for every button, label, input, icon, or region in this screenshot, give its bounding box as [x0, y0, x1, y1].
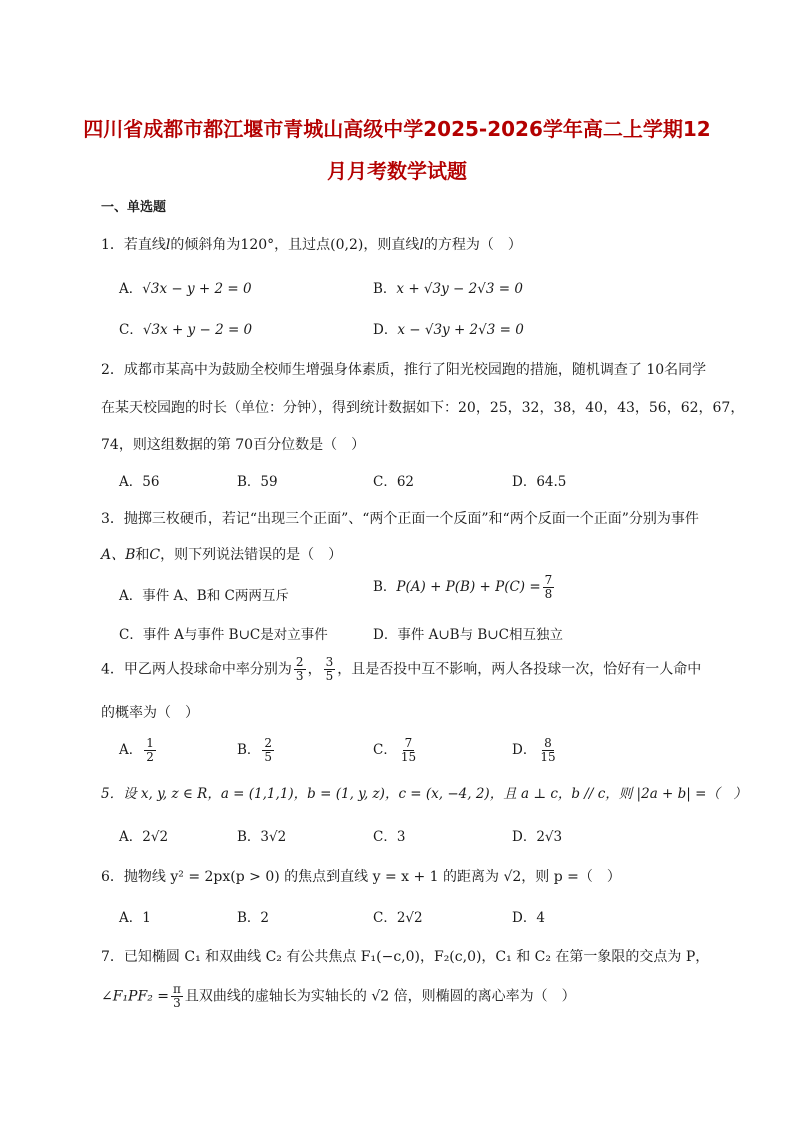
q1-point: (0,2) — [330, 237, 364, 253]
q1-stem-text: ，则直线 — [363, 237, 420, 253]
question-1-stem — [101, 234, 522, 254]
question-7-line2: ∠F₁PF₂ = $\frac{\pi}{3}$ 且双曲线的虚轴长为实轴长的 √2 倍，则椭圆的离心率为（ ） — [101, 982, 576, 1010]
q2-option-a: A．56 — [119, 474, 160, 490]
q3-option-a: A．事件 A、B和 C两两互斥 — [119, 588, 289, 604]
q1-option-c: C．√3x + y − 2 = 0 — [119, 322, 253, 338]
q4-option-d: D． $\frac{8}{15}$ — [512, 736, 556, 764]
q3-option-c: C．事件 A与事件 B∪C是对立事件 — [119, 627, 328, 643]
question-3-line2: A、B和C，则下列说法错误的是（ ） — [101, 547, 343, 563]
question-3-line1: 3．抛掷三枚硬币，若记“出现三个正面”、“两个正面一个反面”和“两个反面一个正面”分别为事件 — [101, 511, 699, 527]
q1-line-symbol: l — [419, 237, 424, 253]
question-2-line2: 在某天校园跑的时长（单位：分钟），得到统计数据如下：20，25，32，38，40，43，56，62，67， — [101, 400, 745, 416]
q4-option-b: B． $\frac{2}{5}$ — [237, 736, 273, 764]
q5-option-c: C．3 — [373, 829, 406, 845]
q3-option-b: B．P(A) + P(B) + P(C) = $\frac{7}{8}$ — [373, 573, 553, 601]
exam-title-line1: 四川省成都市都江堰市青城山高级中学2025-2026学年高二上学期12 — [83, 117, 711, 141]
question-6-stem: 6．抛物线 y² = 2px(p > 0) 的焦点到直线 y = x + 1 的距离为 √2，则 p =（ ） — [101, 869, 621, 885]
q1-option-b: B．x + √3y − 2√3 = 0 — [373, 281, 523, 297]
q1-option-a: A．√3x − y + 2 = 0 — [119, 281, 252, 297]
q6-option-c: C．2√2 — [373, 910, 423, 926]
q6-option-a: A．1 — [119, 910, 151, 926]
q5-option-d: D．2√3 — [512, 829, 563, 845]
q4-option-a: A． $\frac{1}{2}$ — [119, 736, 154, 764]
question-7-line1: 7．已知椭圆 C₁ 和双曲线 C₂ 有公共焦点 F₁(−c,0)，F₂(c,0)，C₁ 和 C₂ 在第一象限的交点为 P， — [101, 949, 710, 965]
q5-option-b: B．3√2 — [237, 829, 287, 845]
question-2-line3: 74，则这组数据的第 70百分位数是（ ） — [101, 437, 366, 453]
question-4-line2: 的概率为（ ） — [101, 705, 199, 721]
section-heading: 一、单选题 — [101, 200, 167, 215]
q2-option-c: C．62 — [373, 474, 415, 490]
q5-option-a: A．2√2 — [119, 829, 169, 845]
q1-line-symbol: l — [165, 237, 171, 253]
q2-option-d: D．64.5 — [512, 474, 567, 490]
q6-option-d: D．4 — [512, 910, 545, 926]
q1-stem-text: 1．若直线 — [101, 237, 166, 253]
question-2-line1: 2．成都市某高中为鼓励全校师生增强身体素质，推行了阳光校园跑的措施，随机调查了 10名同学 — [101, 362, 707, 378]
q6-option-b: B．2 — [237, 910, 270, 926]
q1-stem-text: 的方程为（ ） — [423, 237, 522, 253]
q3-option-d: D．事件 A∪B与 B∪C相互独立 — [373, 627, 563, 643]
question-4-line1: 4．甲乙两人投球命中率分别为 $\frac{2}{3}$ ， $\frac{3}{5}$ ，且是否投中互不影响，两人各投球一次，恰好有一人命中 — [101, 655, 702, 683]
q1-stem-text: 的倾斜角为120°，且过点 — [170, 237, 331, 253]
q1-option-d: D．x − √3y + 2√3 = 0 — [373, 322, 524, 338]
q4-option-c: C． $\frac{7}{15}$ — [373, 736, 417, 764]
q2-option-b: B．59 — [237, 474, 278, 490]
exam-title-line2: 月月考数学试题 — [327, 159, 467, 183]
question-5-stem: 5．设 x, y, z ∈ R，a = (1,1,1)，b = (1, y, z)，c = (x, −4, 2)，且 a ⊥ c，b // c，则 |2a + b| =（ ） — [101, 786, 747, 802]
